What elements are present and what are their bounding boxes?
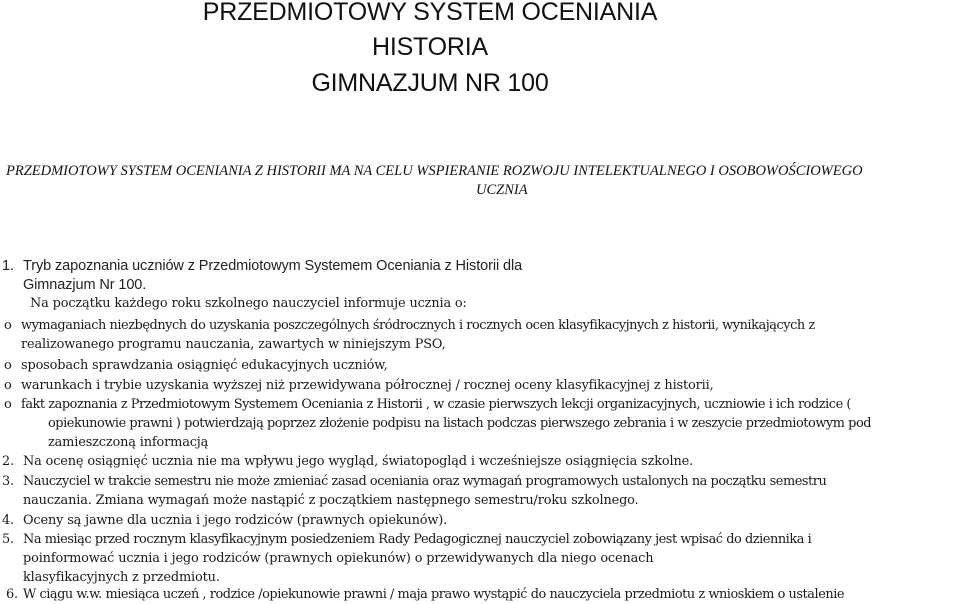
item-3-line-1: Nauczyciel w trakcie semestru nie może zmieniać zasad oceniania oraz wymagań programowych ustalonych na początku semestru <box>23 474 827 489</box>
item-4-line-1: Oceny są jawne dla ucznia i jego rodziców (prawnych opiekunów). <box>23 513 448 528</box>
document-subtitle-line-1: PRZEDMIOTOWY SYSTEM OCENIANIA Z HISTORII MA NA CELU WSPIERANIE ROZWOJU INTELEKTUALNEGO I OSOBOWOŚCIOWEGO <box>6 163 863 179</box>
item-5-line-1: Na miesiąc przed rocznym klasyfikacyjnym posiedzeniem Rady Pedagogicznej nauczyciel zobowiązany jest wpisać do dziennika i <box>23 532 812 547</box>
item-3-number: 3. <box>2 474 14 489</box>
bullet-4-line-1: fakt zapoznania z Przedmiotowym Systemem Oceniania z Historii , w czasie pierwszych lekcji organizacyjnych, uczniowie i ich rodzice ( <box>21 397 851 412</box>
item-2-line-1: Na ocenę osiągnięć ucznia nie ma wpływu jego wygląd, światopogląd i wcześniejsze osiągnięcia szkolne. <box>23 454 694 469</box>
bullet-1-line-2: realizowanego programu nauczania, zawartych w niniejszym PSO, <box>21 337 446 352</box>
item-4-number: 4. <box>2 513 14 528</box>
item-2-number: 2. <box>2 454 14 469</box>
bullet-3-line-1: warunkach i trybie uzyskania wyższej niż przewidywana półrocznej / rocznej oceny klasyfikacyjnej z historii, <box>21 378 714 393</box>
section-1-heading-line-2: Gimnazjum Nr 100. <box>23 277 147 293</box>
bullet-4-line-3: zamieszczoną informacją <box>48 435 209 450</box>
item-5-line-2: poinformować ucznia i jego rodziców (prawnych opiekunów) o przewidywanych dla niego ocenach <box>23 551 654 566</box>
item-3-line-2: nauczania. Zmiana wymagań może nastąpić z początkiem następnego semestru/roku szkolnego. <box>23 493 639 508</box>
bullet-1-line-1: wymaganiach niezbędnych do uzyskania poszczególnych śródrocznych i rocznych ocen klasyfikacyjnych z historii, wynikających z <box>21 318 815 333</box>
item-5-line-3: klasyfikacyjnych z przedmiotu. <box>23 570 220 585</box>
document-subject: HISTORIA <box>371 33 488 61</box>
document-school: GIMNAZJUM NR 100 <box>311 69 549 97</box>
item-6-number: 6. <box>6 587 18 602</box>
bullet-2-line-1: sposobach sprawdzania osiągnięć edukacyjnych uczniów, <box>21 358 388 373</box>
section-1-intro: Na początku każdego roku szkolnego nauczyciel informuje ucznia o: <box>30 296 467 311</box>
item-6-line-1: W ciągu w.w. miesiąca uczeń , rodzice /opiekunowie prawni / maja prawo wystąpić do nauczyciela przedmiotu z wnioskiem o ustalenie <box>23 587 845 602</box>
item-5-number: 5. <box>2 532 14 547</box>
bullet-marker: o <box>4 318 12 333</box>
bullet-4-line-2: opiekunowie prawni ) potwierdzają poprzez złożenie podpisu na listach podczas pierwszego zebrania i w zeszycie przedmiotowym pod <box>48 416 872 431</box>
section-1-number: 1. <box>2 258 14 274</box>
bullet-marker: o <box>4 358 12 373</box>
bullet-marker: o <box>4 397 12 412</box>
bullet-marker: o <box>4 378 12 393</box>
document-subtitle-line-2: UCZNIA <box>476 182 528 198</box>
document-title: PRZEDMIOTOWY SYSTEM OCENIANIA <box>202 0 658 26</box>
section-1-heading-line-1: Tryb zapoznania uczniów z Przedmiotowym Systemem Oceniania z Historii dla <box>23 258 523 274</box>
